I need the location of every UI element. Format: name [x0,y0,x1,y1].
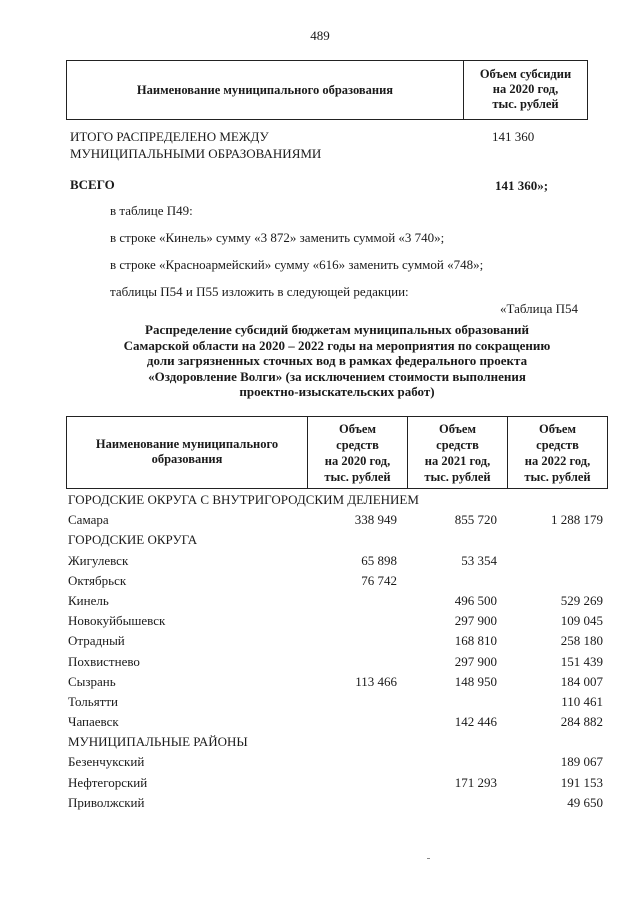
table2-header-2020-line: Объем [338,422,376,436]
table2-header-name-line: Наименование муниципального [95,437,279,451]
table-row [66,510,608,530]
table1-header-name: Наименование муниципального образования [67,61,464,119]
row-name: Октябрьск [68,572,127,588]
table-row [66,571,608,591]
table1-header-value-line: тыс. рублей [492,97,559,111]
table2-title-line: проектно-изыскательских работ) [239,384,435,399]
row-name: Сызрань [68,673,116,689]
table1-header-value-line: Объем субсидии [479,67,572,81]
table-row [66,752,608,772]
instruction-line: в строке «Красноармейский» сумму «616» заменить суммой «748»; [110,257,484,272]
row-2021: 297 900 [454,613,497,629]
row-2021: 855 720 [454,512,497,528]
table2-header-2022-line: тыс. рублей [524,470,591,484]
row-2022: 109 045 [560,613,603,629]
row-name: Отрадный [68,633,125,649]
table-row [66,551,608,571]
table-row [66,793,608,813]
table-row [66,773,608,793]
table2-header-2021-line: тыс. рублей [424,470,491,484]
row-2020: 76 742 [361,572,397,588]
table2-header-2020-line: на 2020 год, [324,454,391,468]
table2-header-2022-line: средств [536,438,579,452]
table1-header-value [464,61,587,119]
table-row [66,732,608,752]
row-2021: 168 810 [454,633,497,649]
row-2021: 142 446 [454,714,497,730]
row-name: МУНИЦИПАЛЬНЫЕ РАЙОНЫ [68,734,248,750]
row-2021: 53 354 [461,552,497,568]
row-2022: 191 153 [560,774,603,790]
table2-header-name [67,417,308,488]
table2-header-2020-line: тыс. рублей [324,470,391,484]
table2-label: «Таблица П54 [500,301,578,316]
table-row [66,530,608,550]
table2-header-2021 [408,417,508,488]
row-2020: 65 898 [361,552,397,568]
table2-header-name-line: образования [151,452,223,466]
row-name: ГОРОДСКИЕ ОКРУГА С ВНУТРИГОРОДСКИМ ДЕЛЕНИЕМ [68,492,419,507]
table2-header-2020-line: средств [336,438,379,452]
row-name: Жигулевск [68,552,129,568]
table-row [66,611,608,631]
instruction-line: таблицы П54 и П55 изложить в следующей редакции: [110,284,409,299]
row-name: Приволжский [68,794,145,810]
table2-header-2020 [308,417,408,488]
table2-title-line: Самарской области на 2020 – 2022 годы на мероприятия по сокращению [123,337,551,353]
table-row [66,652,608,672]
row-2022: 49 650 [567,794,603,810]
row-2020: 338 949 [354,512,397,528]
row-2022: 258 180 [560,633,603,649]
row-2022: 1 288 179 [551,512,603,528]
total-distributed-label-line2: МУНИЦИПАЛЬНЫМИ ОБРАЗОВАНИЯМИ [70,146,322,161]
instruction-line: в строке «Кинель» сумму «3 872» заменить суммой «3 740»; [110,230,445,245]
row-name: Похвистнево [68,653,140,669]
scan-speck [427,858,430,859]
table1-header [66,60,588,120]
table2-body [66,490,608,813]
table2-title [66,322,608,400]
row-name: Самара [68,512,109,528]
table2-header-2022 [508,417,607,488]
row-name: Тольятти [68,693,119,709]
table2-header-2021-line: средств [436,438,479,452]
table2-title-line: «Оздоровление Волги» (за исключением стоимости выполнения [148,368,526,384]
table2-header-2022-line: на 2022 год, [524,454,591,468]
row-2022: 189 067 [560,754,603,770]
table-row [66,692,608,712]
table2-header-2021-line: на 2021 год, [424,454,491,468]
row-2022: 151 439 [560,653,603,669]
row-name: Новокуйбышевск [68,613,166,629]
table2-title-line: Распределение субсидий бюджетам муниципальных образований [145,322,529,337]
row-2022: 110 461 [561,693,603,709]
grand-total-label: ВСЕГО [70,177,115,192]
table-row [66,631,608,651]
grand-total-value: 141 360»; [495,178,549,193]
row-2021: 171 293 [454,774,497,790]
table1-header-value-line: на 2020 год, [492,82,559,96]
total-distributed-label-line1: ИТОГО РАСПРЕДЕЛЕНО МЕЖДУ [70,129,269,144]
row-2022: 284 882 [560,714,603,730]
instruction-line: в таблице П49: [110,203,193,218]
table-row [66,591,608,611]
total-distributed-value: 141 360 [492,129,535,144]
row-name: Чапаевск [68,714,119,730]
table-row [66,490,608,510]
row-name: ГОРОДСКИЕ ОКРУГА [68,532,198,548]
row-2022: 184 007 [560,673,603,689]
table2-header-2022-line: Объем [538,422,576,436]
row-name: Кинель [68,592,109,608]
table2-header-2021-line: Объем [438,422,476,436]
row-name: Нефтегорский [68,774,148,790]
table2-header [66,416,608,489]
row-2021: 148 950 [454,673,497,689]
row-name: Безенчукский [68,754,145,770]
row-2020: 113 466 [355,673,397,689]
table-row [66,712,608,732]
row-2021: 297 900 [454,653,497,669]
table2-title-line: доли загрязненных сточных вод в рамках федерального проекта [146,353,528,368]
row-2022: 529 269 [560,592,603,608]
row-2021: 496 500 [454,592,497,608]
page-number: 489 [310,28,330,43]
table-row [66,672,608,692]
